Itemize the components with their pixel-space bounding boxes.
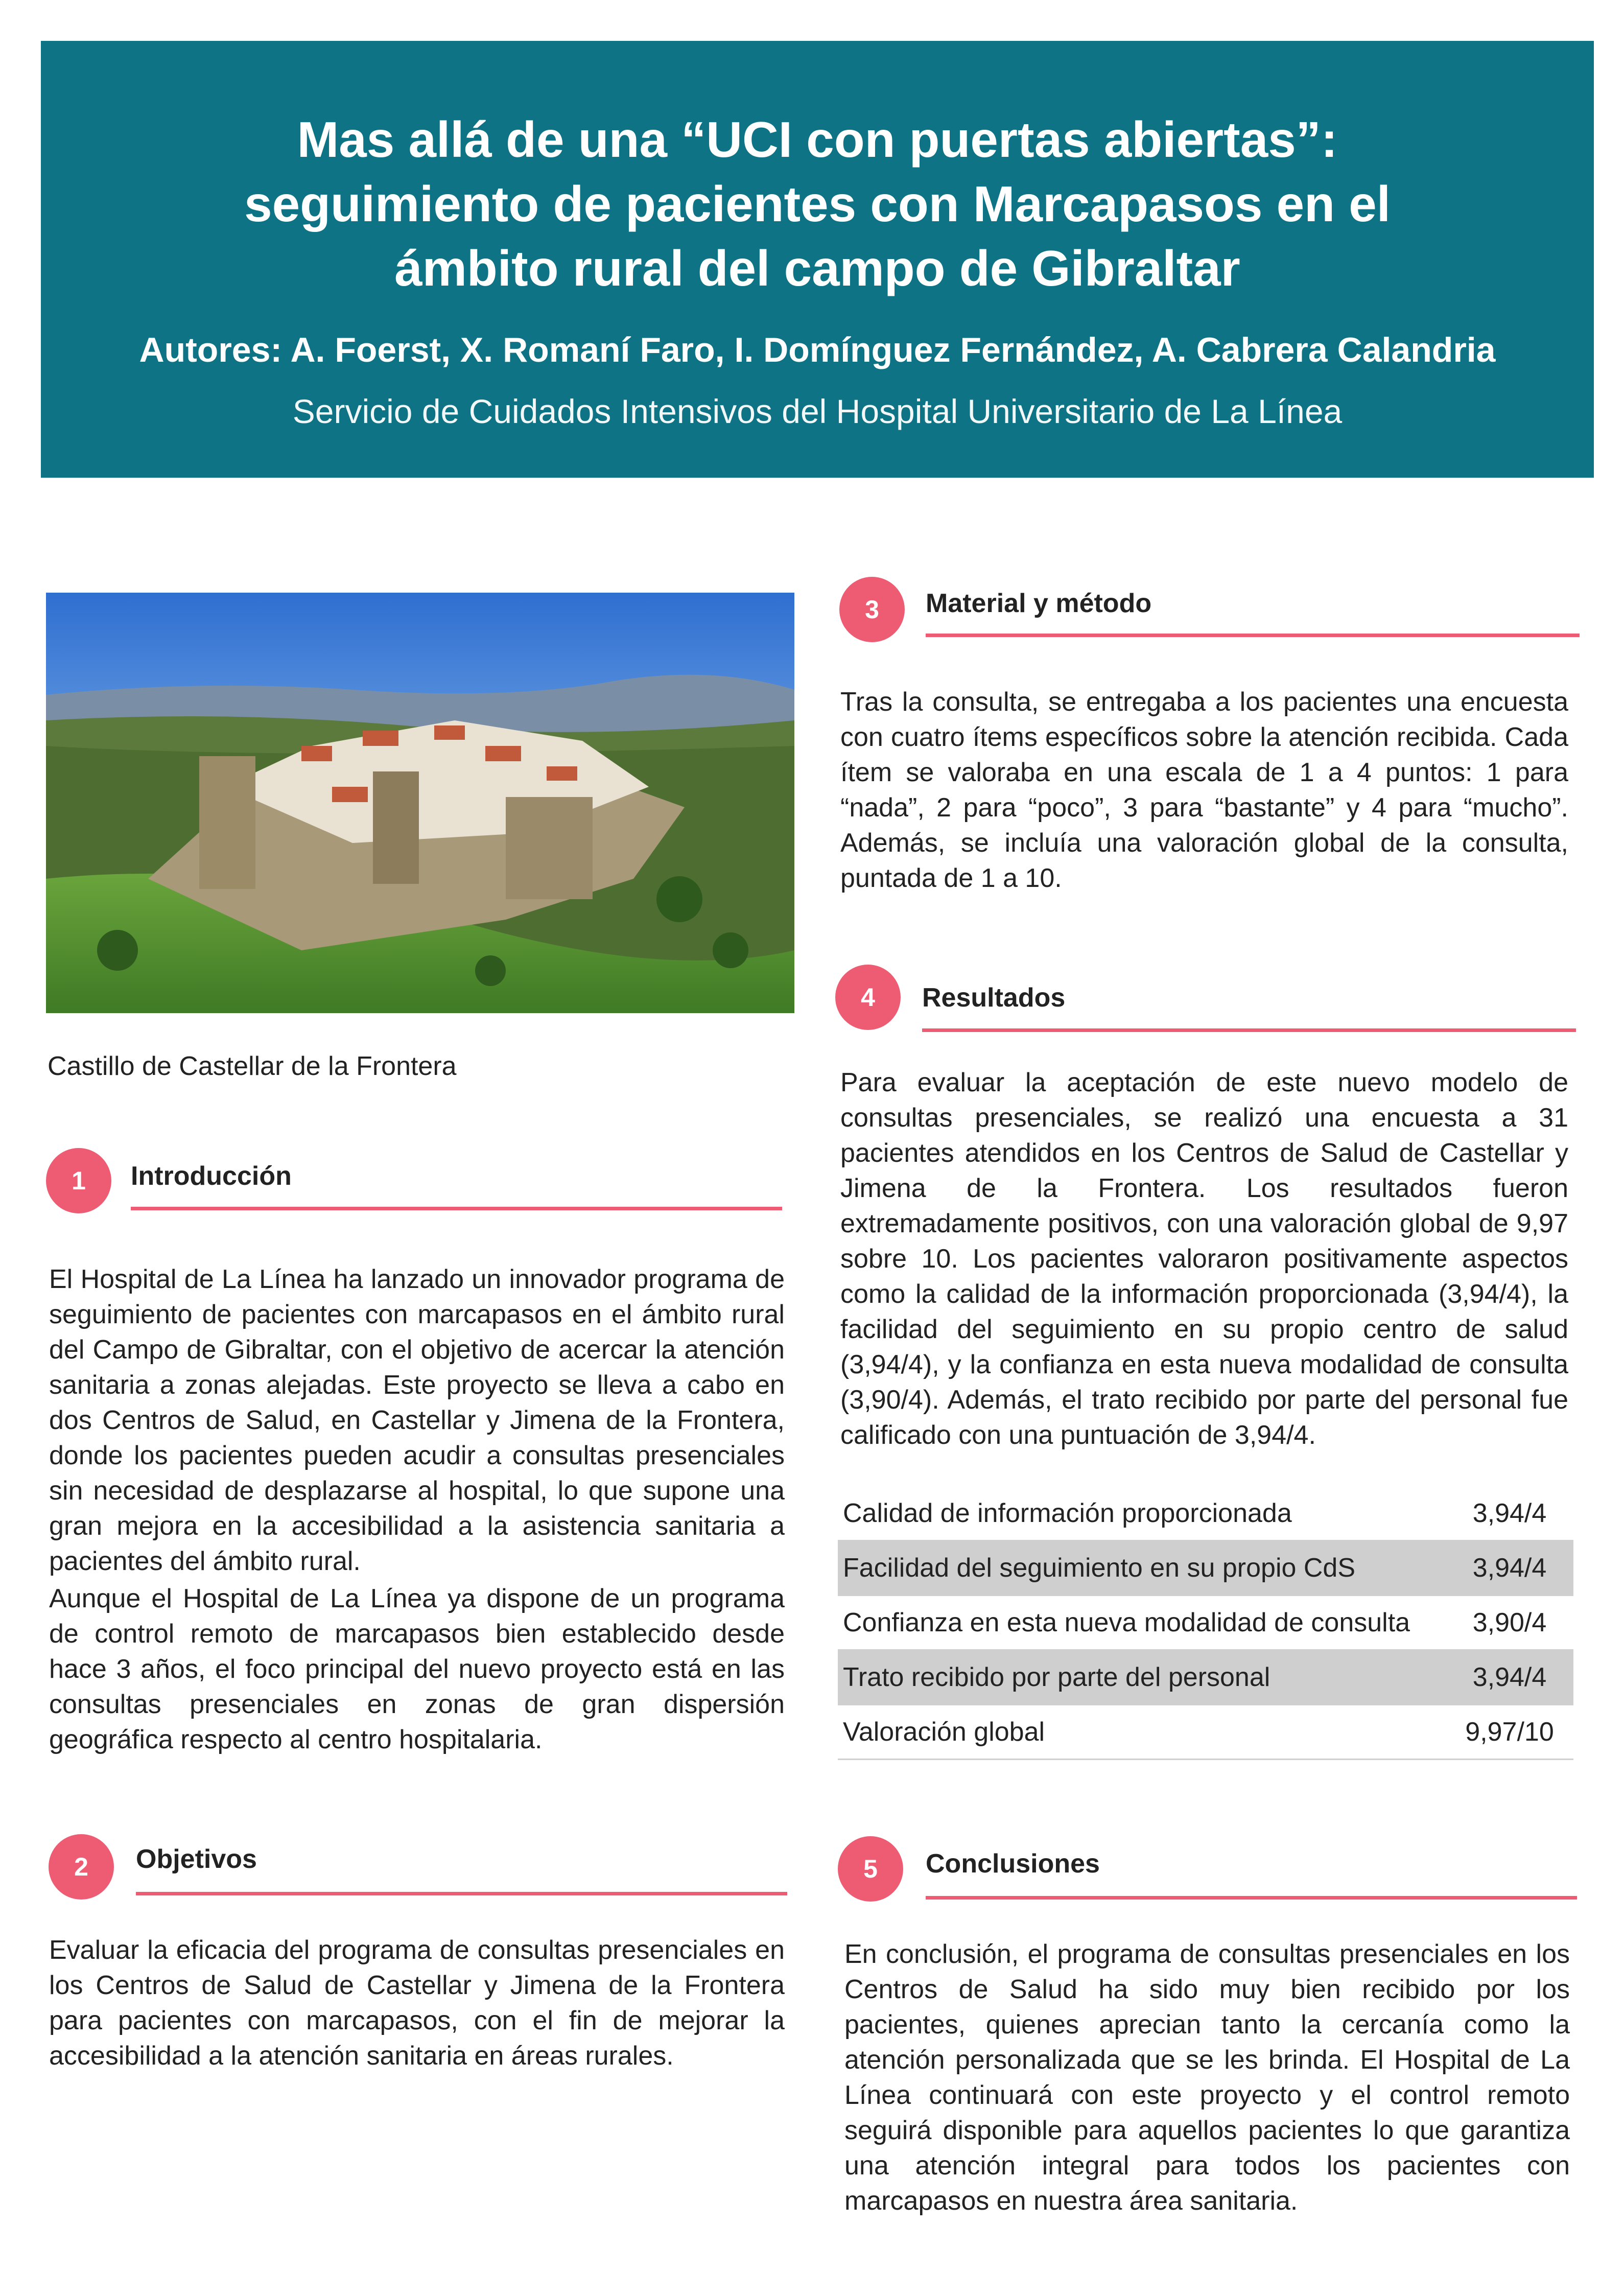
authors: Autores: A. Foerst, X. Romaní Faro, I. Domínguez Fernández, A. Cabrera Calandria bbox=[139, 331, 1496, 369]
intro-paragraph-2: Aunque el Hospital de La Línea ya dispone de un programa de control remoto de marcapasos bien establecido desde hace 3 años, el foco principal del nuevo proyecto está en las consultas presenciales en zonas de gran dispersión geográfica respecto al centro hospitalaria. bbox=[49, 1584, 785, 1754]
section-4-badge: 4 bbox=[835, 965, 901, 1030]
affiliation: Servicio de Cuidados Intensivos del Hospital Universitario de La Línea bbox=[292, 392, 1343, 430]
table-row: Facilidad del seguimiento en su propio CdS 3,94/4 bbox=[838, 1541, 1573, 1596]
section-3-title: Material y método bbox=[926, 589, 1152, 618]
objectives-paragraph: Evaluar la eficacia del programa de consultas presenciales en los Centros de Salud de Castellar y Jimena de la Frontera para pacientes con marcapasos, con el fin de mejorar la accesibilidad a la atención sanitaria en áreas rurales. bbox=[49, 1935, 785, 2071]
methods-paragraph: Tras la consulta, se entregaba a los pacientes una encuesta con cuatro ítems específicos sobre la atención recibida. Cada ítem se valoraba en una escala de 1 a 4 puntos: 1 para “nada”, 2 para “poco”, 3 para “bastante” y 4 para “mucho”. Además, se incluía una valoración global de la consulta, puntada de 1 a 10. bbox=[840, 687, 1568, 893]
section-1-title: Introducción bbox=[131, 1161, 292, 1191]
table-row: Trato recibido por parte del personal 3,94/4 bbox=[838, 1651, 1573, 1705]
section-2-divider bbox=[136, 1892, 787, 1895]
conclusions-paragraph: En conclusión, el programa de consultas presenciales en los Centros de Salud ha sido muy bien recibido por los pacientes, quienes aprecian tanto la cercanía como la atención personalizada que se les brinda. El Hospital de La Línea continuará con este proyecto y el control remoto seguirá disponible para aquellos pacientes lo que garantiza una atención integral para todos los pacientes con marcapasos en nuestra área sanitaria. bbox=[844, 1939, 1570, 2216]
section-5-badge: 5 bbox=[838, 1836, 903, 1902]
section-3-divider bbox=[926, 634, 1580, 637]
castle-photo bbox=[46, 593, 794, 1013]
intro-paragraph-1: El Hospital de La Línea ha lanzado un innovador programa de seguimiento de pacientes con marcapasos en el ámbito rural del Campo de Gibraltar, con el objetivo de acercar la atención sanitaria a zonas alejadas. Este proyecto se lleva a cabo en dos Centros de Salud, en Castellar y Jimena de la Frontera, donde los pacientes pueden acudir a consultas presenciales sin necesidad de desplazarse al hospital, lo que supone una gran mejora en la accesibilidad a la asistencia sanitaria a pacientes del ámbito rural. bbox=[49, 1264, 785, 1576]
section-4-title: Resultados bbox=[922, 983, 1066, 1013]
section-1-badge: 1 bbox=[46, 1148, 111, 1213]
photo-caption: Castillo de Castellar de la Frontera bbox=[48, 1051, 457, 1081]
table-row: Calidad de información proporcionada 3,94/4 bbox=[838, 1487, 1573, 1541]
results-paragraph: Para evaluar la aceptación de este nuevo modelo de consultas presenciales, se realizó una encuesta a 31 pacientes atendidos en los Centros de Salud de Castellar y Jimena de la Frontera. Los resultados fueron extremadamente positivos, con una valoración global de 9,97 sobre 10. Los pacientes valoraron positivamente aspectos como la calidad de la información proporcionada (3,94/4), la facilidad del seguimiento en su propio centro de salud (3,94/4), y la confianza en esta nueva modalidad de consulta (3,90/4). Además, el trato recibido por parte del personal fue calificado con una puntuación de 3,94/4. bbox=[840, 1068, 1568, 1450]
section-3-badge: 3 bbox=[839, 577, 905, 642]
table-row: Confianza en esta nueva modalidad de consulta 3,90/4 bbox=[838, 1596, 1573, 1651]
poster-title: Mas allá de una “UCI con puertas abiertas”: seguimiento de pacientes con Marcapasos en el ámbito rural del campo de Gibraltar bbox=[244, 111, 1391, 296]
section-4-divider bbox=[922, 1028, 1576, 1032]
results-table bbox=[838, 1487, 1573, 1760]
section-5-divider bbox=[926, 1896, 1577, 1900]
section-2-badge: 2 bbox=[49, 1834, 114, 1900]
table-row: Valoración global 9,97/10 bbox=[838, 1705, 1573, 1760]
section-2-title: Objetivos bbox=[136, 1844, 257, 1874]
header-banner bbox=[41, 41, 1594, 478]
section-5-title: Conclusiones bbox=[926, 1849, 1100, 1879]
section-1-divider bbox=[131, 1207, 782, 1210]
